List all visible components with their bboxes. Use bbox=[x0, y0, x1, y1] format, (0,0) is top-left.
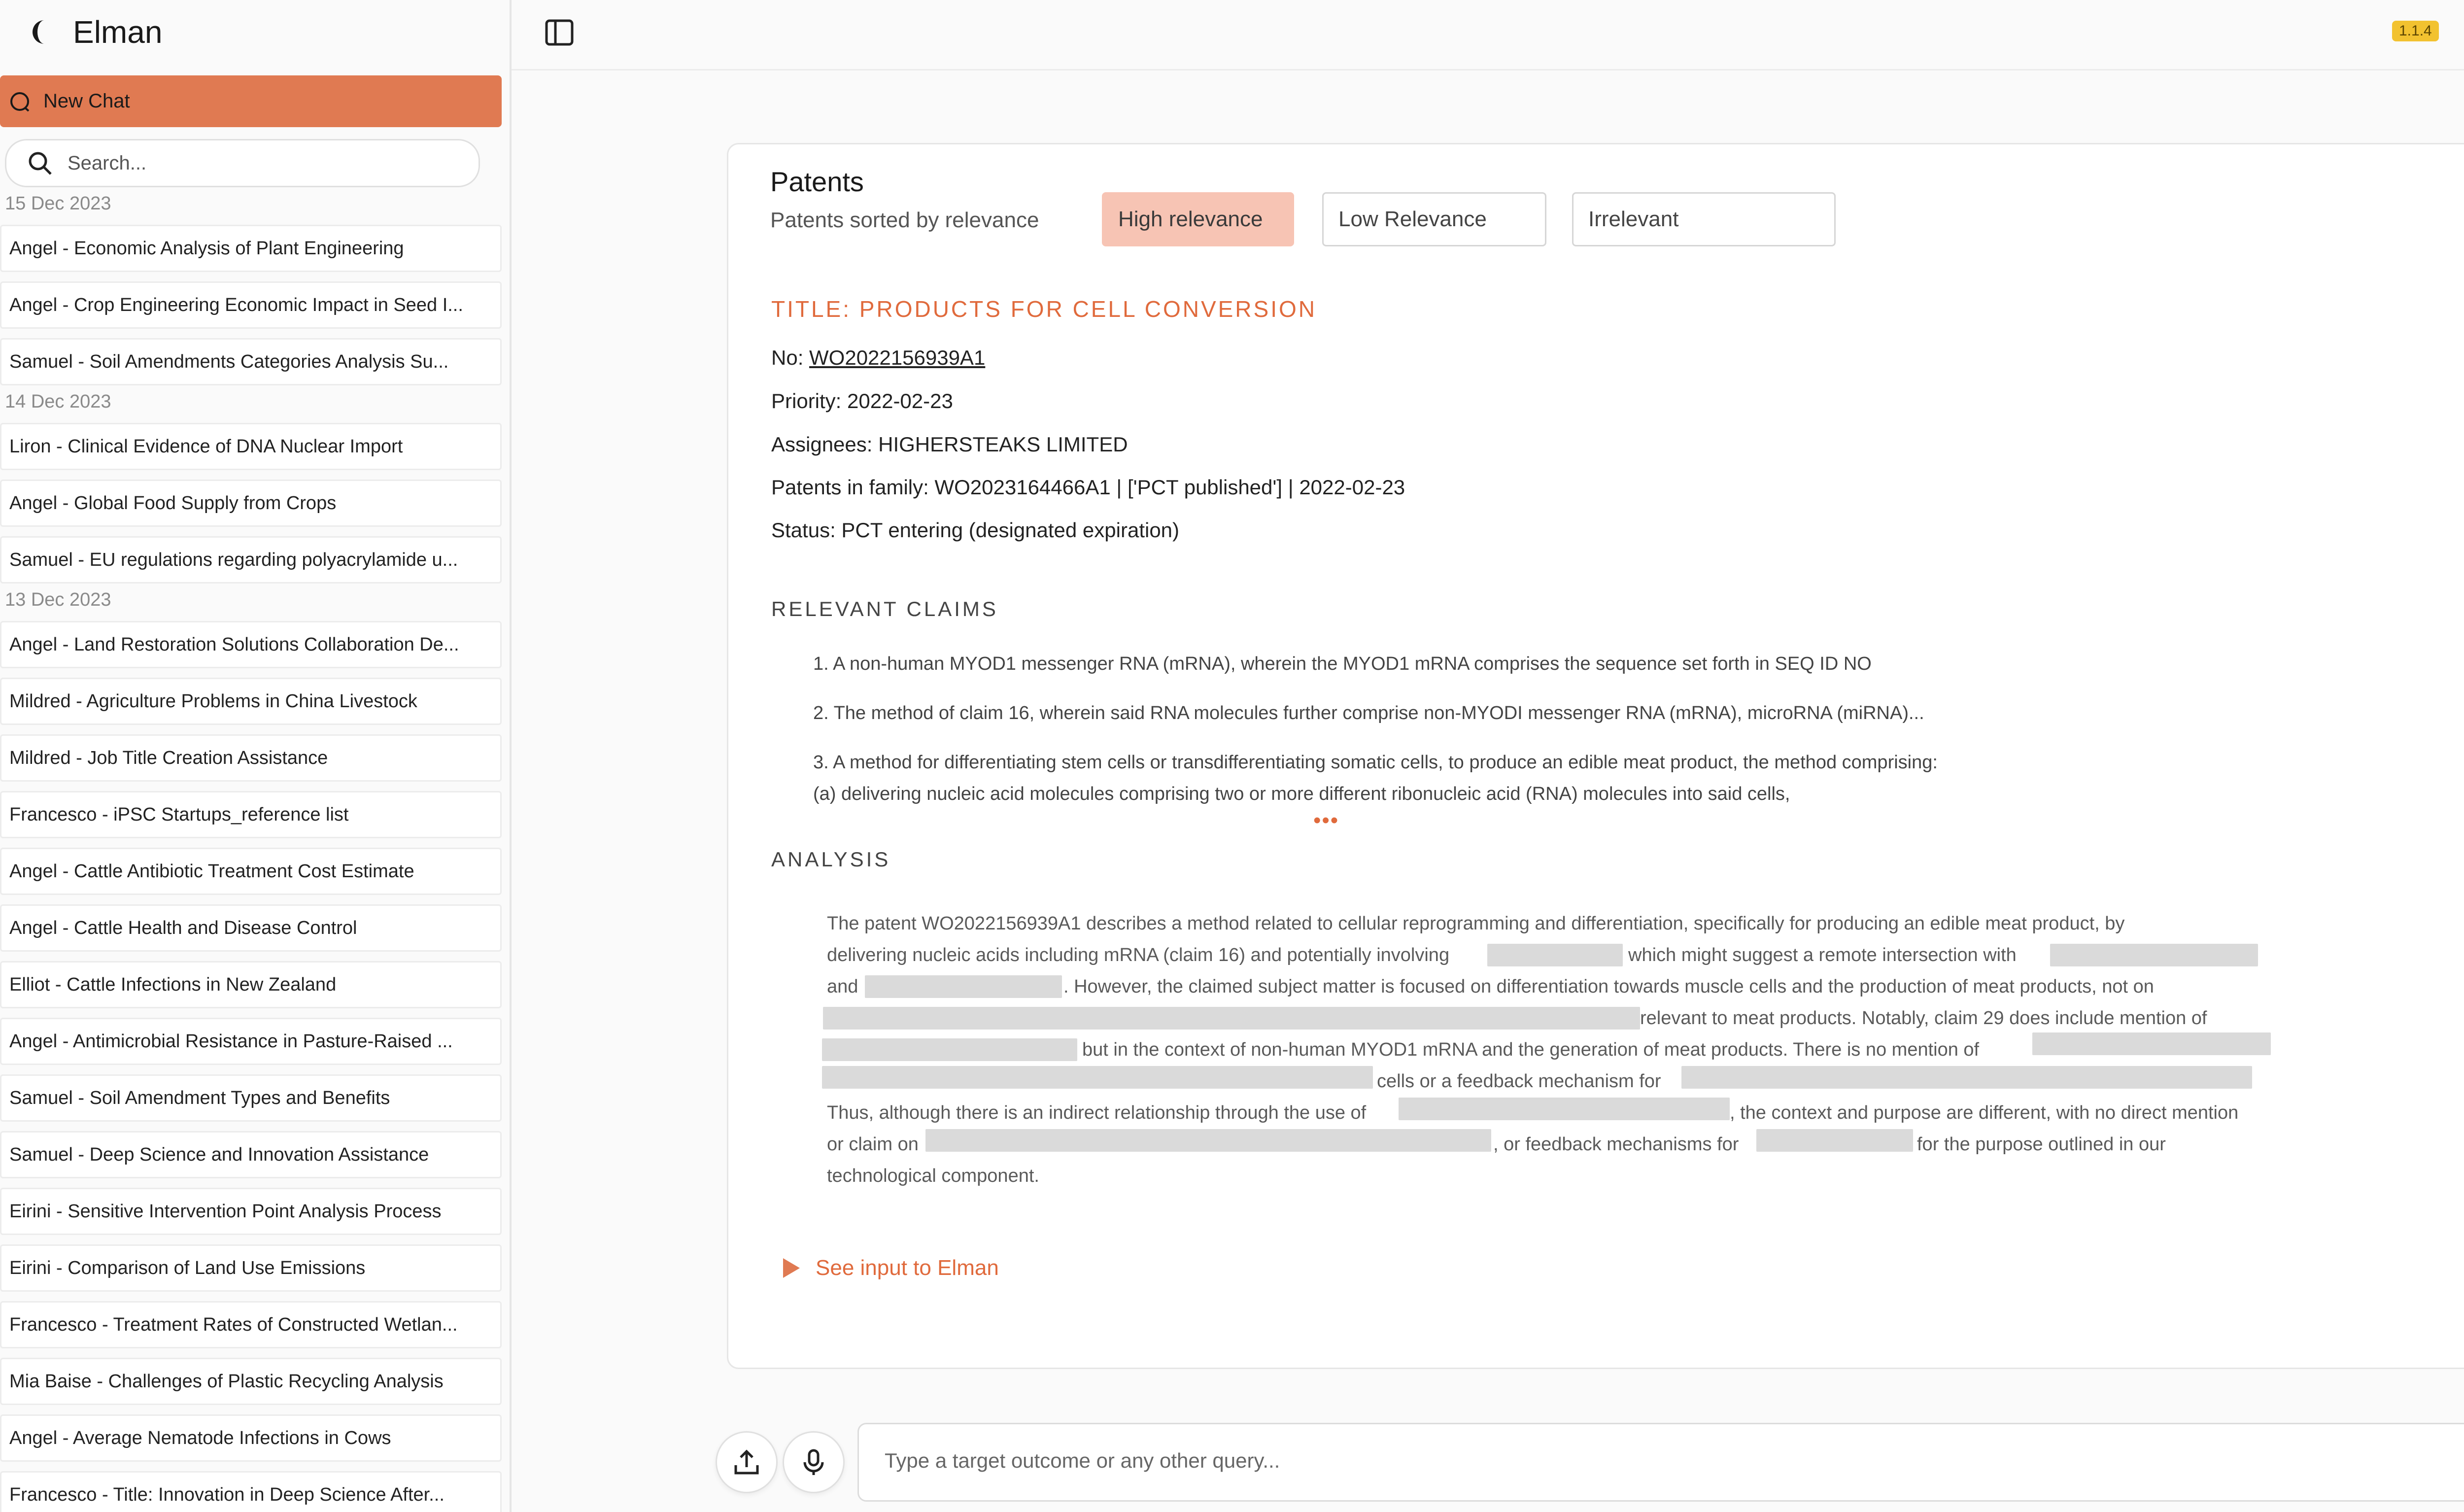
sidebar bbox=[0, 0, 512, 1512]
claim-item: (a) delivering nucleic acid molecules comprising two or more different ribonucleic acid (RNA) molecules into said cells, bbox=[813, 784, 1790, 804]
redacted-text bbox=[1487, 944, 1623, 966]
analysis-text: delivering nucleic acids including mRNA (claim 16) and potentially involving bbox=[827, 945, 1450, 965]
redacted-text bbox=[925, 1129, 1491, 1152]
top-bar bbox=[512, 0, 2464, 70]
patent-number-row bbox=[771, 346, 985, 370]
card-subtitle: Patents sorted by relevance bbox=[770, 208, 1039, 232]
redacted-text bbox=[865, 975, 1062, 998]
filter-irrelevant[interactable]: Irrelevant bbox=[1572, 192, 1836, 246]
chat-item[interactable]: Eirini - Comparison of Land Use Emissions bbox=[0, 1244, 502, 1292]
chat-item[interactable]: Angel - Land Restoration Solutions Collaboration De... bbox=[0, 621, 502, 668]
new-chat-button[interactable] bbox=[0, 75, 502, 127]
analysis-text: but in the context of non-human MYOD1 mRNA and the generation of meat products. There is no mention of bbox=[1082, 1039, 1980, 1060]
analysis-text: and bbox=[827, 976, 858, 997]
redacted-text bbox=[822, 1066, 1373, 1089]
analysis-text: Thus, although there is an indirect relationship through the use of bbox=[827, 1102, 1367, 1123]
chat-item[interactable]: Samuel - Deep Science and Innovation Assistance bbox=[0, 1131, 502, 1178]
analysis-text: relevant to meat products. Notably, claim 29 does include mention of bbox=[1640, 1008, 2207, 1029]
chat-item[interactable]: Samuel - Soil Amendments Categories Analysis Su... bbox=[0, 338, 502, 385]
date-header: 15 Dec 2023 bbox=[5, 193, 111, 214]
analysis-text: , the context and purpose are different, with no direct mention bbox=[1730, 1102, 2239, 1123]
redacted-text bbox=[1399, 1098, 1730, 1120]
patent-title: TITLE: PRODUCTS FOR CELL CONVERSION bbox=[771, 296, 1317, 322]
redacted-text bbox=[823, 1007, 1640, 1030]
chat-item[interactable]: Samuel - EU regulations regarding polyacrylamide u... bbox=[0, 536, 502, 584]
date-header: 13 Dec 2023 bbox=[5, 589, 111, 610]
chat-item[interactable]: Angel - Crop Engineering Economic Impact in Seed I... bbox=[0, 281, 502, 329]
search-icon bbox=[27, 150, 53, 176]
upload-icon bbox=[732, 1447, 761, 1477]
see-input-label: See input to Elman bbox=[816, 1256, 999, 1280]
analysis-text: The patent WO2022156939A1 describes a method related to cellular reprogramming and differentiation, specifically for producing an edible meat product, by bbox=[827, 913, 2125, 934]
chat-item[interactable]: Francesco - Title: Innovation in Deep Science After... bbox=[0, 1471, 502, 1512]
analysis-text: . However, the claimed subject matter is focused on differentiation towards muscle cells and the production of meat products, not on bbox=[1063, 976, 2154, 997]
chat-item[interactable]: Mildred - Agriculture Problems in China Livestock bbox=[0, 678, 502, 725]
chat-item[interactable]: Eirini - Sensitive Intervention Point Analysis Process bbox=[0, 1188, 502, 1235]
filter-low-relevance[interactable]: Low Relevance bbox=[1322, 192, 1546, 246]
claim-item: 3. A method for differentiating stem cells or transdifferentiating somatic cells, to produce an edible meat product, the method comprising: bbox=[813, 752, 1938, 773]
chat-item[interactable]: Samuel - Soil Amendment Types and Benefits bbox=[0, 1074, 502, 1122]
chat-item[interactable]: Angel - Cattle Health and Disease Control bbox=[0, 904, 502, 952]
analysis-text: which might suggest a remote intersection with bbox=[1628, 945, 2017, 965]
show-more-claims[interactable]: ••• bbox=[1313, 808, 1339, 832]
card-title: Patents bbox=[770, 166, 864, 197]
redacted-text bbox=[1756, 1129, 1913, 1152]
chat-item[interactable]: Liron - Clinical Evidence of DNA Nuclear Import bbox=[0, 423, 502, 470]
chat-item[interactable]: Mildred - Job Title Creation Assistance bbox=[0, 734, 502, 782]
chat-item[interactable]: Angel - Antimicrobial Resistance in Pasture-Raised ... bbox=[0, 1018, 502, 1065]
chat-bubble-icon bbox=[9, 91, 31, 112]
microphone-button[interactable] bbox=[783, 1431, 845, 1493]
chat-item[interactable]: Francesco - Treatment Rates of Constructed Wetlan... bbox=[0, 1301, 502, 1348]
analysis-text: cells or a feedback mechanism for bbox=[1377, 1071, 1661, 1092]
redacted-text bbox=[2050, 944, 2258, 966]
play-triangle-icon bbox=[781, 1257, 801, 1279]
chat-item[interactable]: Angel - Economic Analysis of Plant Engineering bbox=[0, 225, 502, 272]
redacted-text bbox=[822, 1038, 1077, 1061]
see-input-toggle[interactable] bbox=[781, 1256, 999, 1280]
query-input[interactable] bbox=[884, 1448, 2364, 1484]
redacted-text bbox=[2032, 1032, 2271, 1055]
filter-high-relevance[interactable]: High relevance bbox=[1102, 192, 1294, 246]
redacted-text bbox=[1681, 1066, 2252, 1089]
app-name: Elman bbox=[73, 14, 163, 50]
claim-item: 1. A non-human MYOD1 messenger RNA (mRNA), wherein the MYOD1 mRNA comprises the sequence set forth in SEQ ID NO bbox=[813, 653, 1872, 674]
analysis-title: ANALYSIS bbox=[771, 848, 891, 871]
logo-icon bbox=[30, 18, 57, 46]
chat-item[interactable]: Mia Baise - Challenges of Plastic Recycling Analysis bbox=[0, 1358, 502, 1405]
chat-item[interactable]: Francesco - iPSC Startups_reference list bbox=[0, 791, 502, 838]
version-badge: 1.1.4 bbox=[2392, 21, 2439, 41]
claims-title: RELEVANT CLAIMS bbox=[771, 597, 998, 620]
patent-assignees: Assignees: HIGHERSTEAKS LIMITED bbox=[771, 433, 1128, 456]
analysis-text: , or feedback mechanisms for bbox=[1493, 1134, 1739, 1155]
patent-family: Patents in family: WO2023164466A1 | ['PCT published'] | 2022-02-23 bbox=[771, 476, 1405, 499]
patent-priority: Priority: 2022-02-23 bbox=[771, 389, 953, 412]
analysis-text: or claim on bbox=[827, 1134, 919, 1155]
analysis-text: for the purpose outlined in our bbox=[1917, 1134, 2166, 1155]
app-logo[interactable] bbox=[30, 15, 162, 49]
claim-item: 2. The method of claim 16, wherein said RNA molecules further comprise non-MYODI messenger RNA (mRNA), microRNA (miRNA)... bbox=[813, 703, 1924, 723]
search-box[interactable] bbox=[5, 139, 480, 187]
sidebar-toggle-icon[interactable] bbox=[545, 19, 574, 46]
patent-number-label: No: bbox=[771, 346, 804, 369]
chat-item[interactable]: Angel - Average Nematode Infections in Cows bbox=[0, 1414, 502, 1462]
chat-item[interactable]: Angel - Cattle Antibiotic Treatment Cost Estimate bbox=[0, 848, 502, 895]
chat-item[interactable]: Elliot - Cattle Infections in New Zealand bbox=[0, 961, 502, 1008]
query-composer bbox=[857, 1423, 2464, 1502]
date-header: 14 Dec 2023 bbox=[5, 391, 111, 412]
analysis-text: technological component. bbox=[827, 1166, 1039, 1186]
chat-item[interactable]: Angel - Global Food Supply from Crops bbox=[0, 480, 502, 527]
search-input[interactable] bbox=[67, 152, 463, 175]
upload-button[interactable] bbox=[716, 1431, 778, 1493]
new-chat-label: New Chat bbox=[43, 90, 130, 112]
patent-status: Status: PCT entering (designated expiration) bbox=[771, 518, 1180, 542]
microphone-icon bbox=[799, 1447, 828, 1477]
patent-number-link[interactable]: WO2022156939A1 bbox=[809, 346, 986, 369]
